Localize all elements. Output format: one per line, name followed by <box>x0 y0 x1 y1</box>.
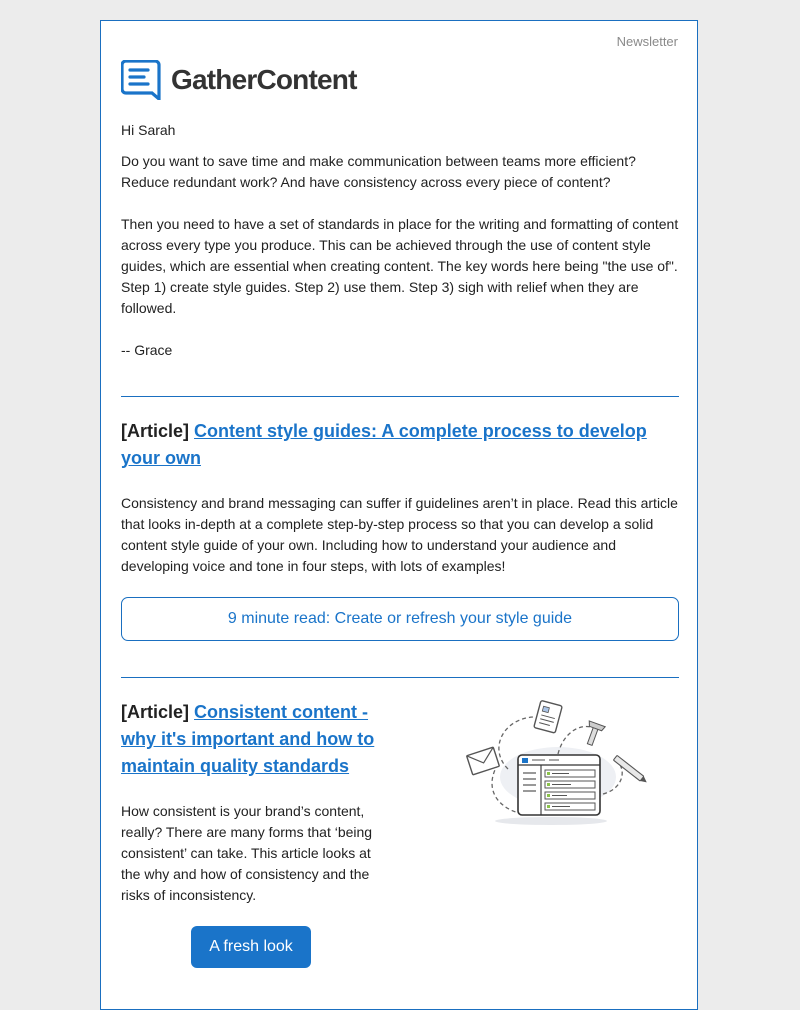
article-2-title <box>121 699 391 780</box>
brand-name: GatherContent <box>171 64 357 95</box>
article-1-link[interactable]: Content style guides: A complete process to develop your own <box>121 421 647 468</box>
newsletter-card <box>100 20 698 1010</box>
intro-text <box>121 151 679 382</box>
article-2 <box>121 699 391 780</box>
article-1-tag: [Article] <box>121 421 190 441</box>
article-1 <box>121 418 679 472</box>
article-2-body-wrap <box>121 801 383 906</box>
signoff: -- Grace <box>121 342 173 358</box>
fresh-look-button[interactable]: A fresh look <box>191 926 311 968</box>
style-guide-read-button[interactable]: 9 minute read: Create or refresh your style guide <box>121 597 679 641</box>
article-2-tag: [Article] <box>121 702 190 722</box>
content-workflow-illustration <box>463 699 648 832</box>
newsletter-label: Newsletter <box>616 34 678 49</box>
article-2-link[interactable]: Consistent content - why it's important and how to maintain quality standards <box>121 702 375 776</box>
divider <box>121 677 679 678</box>
article-1-title <box>121 418 679 472</box>
gathercontent-logo-icon <box>121 60 161 100</box>
greeting: Hi Sarah <box>121 122 176 138</box>
content-workflow-icon <box>463 699 648 827</box>
intro-paragraph-2: Then you need to have a set of standards in place for the writing and formatting of content across every type you produce. This can be achieved through the use of content style guides, which are essential when creating content. The key words here being "the use of". Step 1) create style guides. Step 2) use them. Step 3) sigh with relief when they are followed. <box>121 216 679 316</box>
article-1-body-wrap <box>121 493 679 577</box>
brand-logo[interactable] <box>121 60 357 100</box>
divider <box>121 396 679 397</box>
article-2-body: How consistent is your brand’s content, really? There are many forms that ‘being consistent’ can take. This article looks at the why and how of consistency and the risks of inconsistency. <box>121 803 373 903</box>
intro-paragraph-1: Do you want to save time and make communication between teams more efficient? Reduce redundant work? And have consistency across every piece of content? <box>121 153 636 190</box>
article-1-body: Consistency and brand messaging can suffer if guidelines aren’t in place. Read this article that looks in-depth at a complete step-by-step process so that you can develop a solid content style guide of your own. Including how to understand your audience and developing voice and tone in four steps, with lots of examples! <box>121 495 678 574</box>
